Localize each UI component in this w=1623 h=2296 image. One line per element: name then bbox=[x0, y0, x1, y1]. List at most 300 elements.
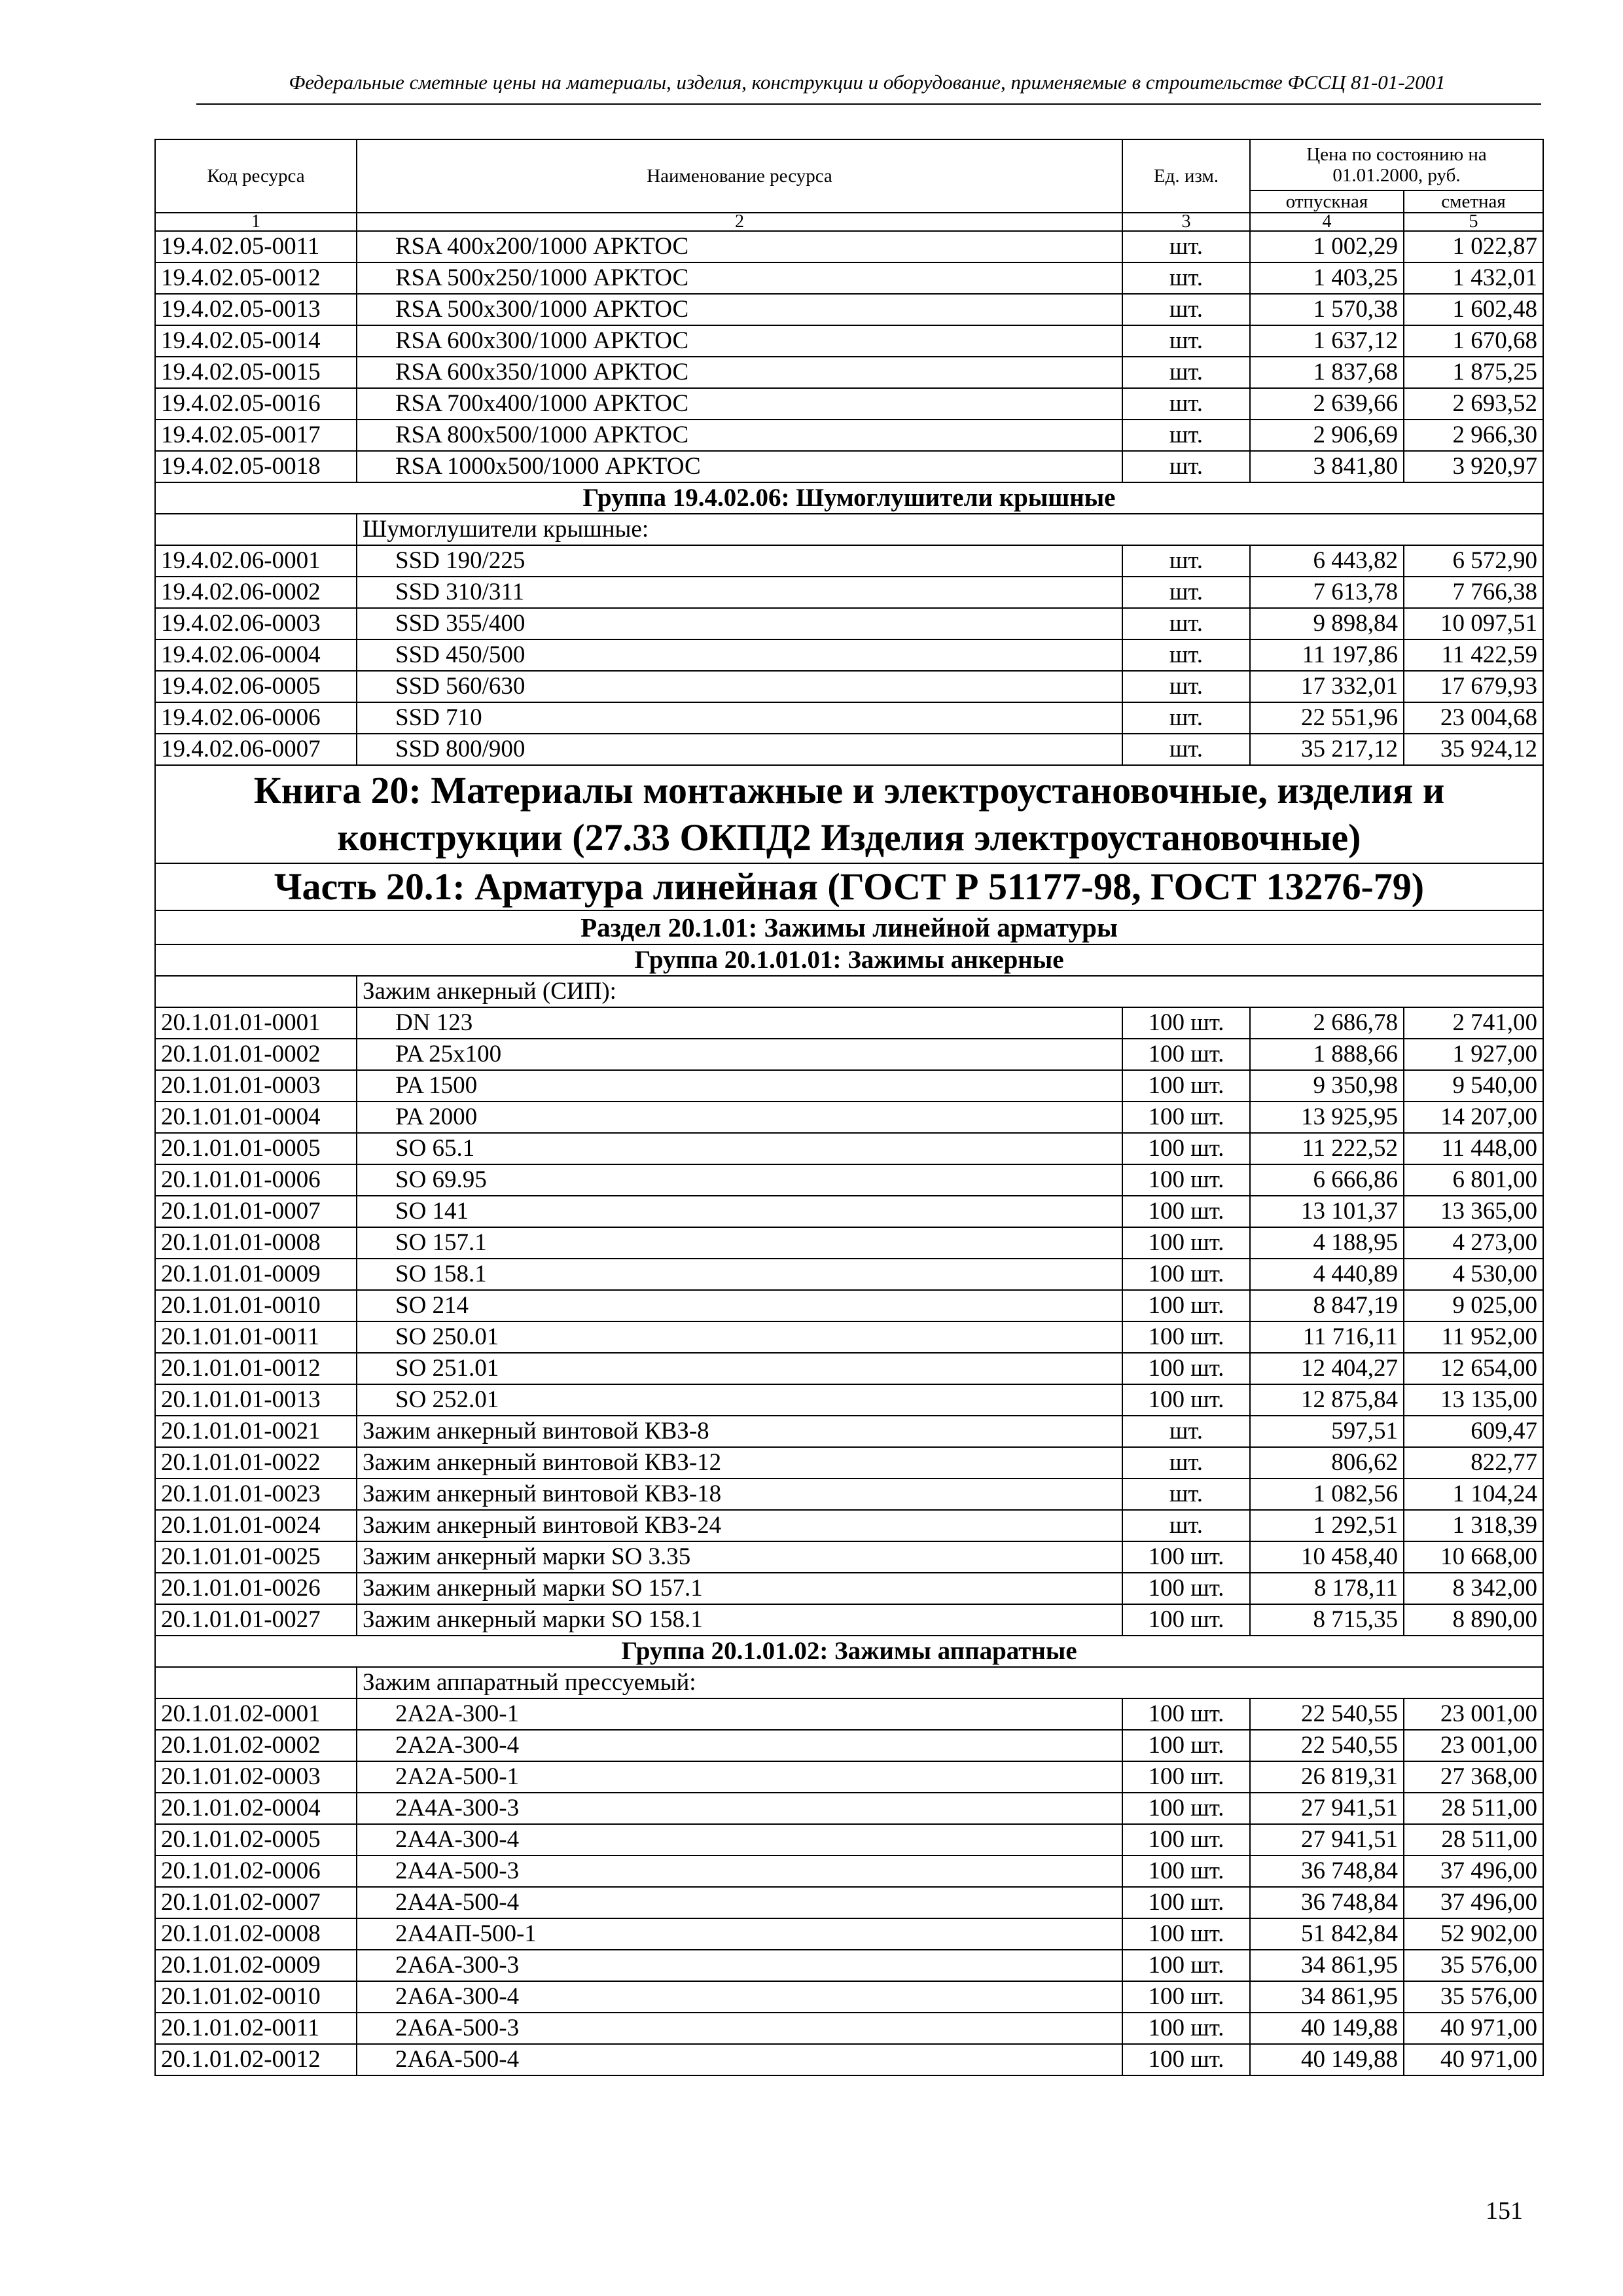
estimate-price: 11 422,59 bbox=[1404, 639, 1543, 671]
estimate-price: 2 966,30 bbox=[1404, 420, 1543, 451]
release-price: 1 888,66 bbox=[1250, 1039, 1404, 1070]
estimate-price: 8 342,00 bbox=[1404, 1573, 1543, 1604]
table-row bbox=[155, 1510, 1543, 1541]
price-table bbox=[154, 139, 1544, 2076]
release-price: 11 716,11 bbox=[1250, 1321, 1404, 1353]
resource-code: 19.4.02.06-0001 bbox=[155, 545, 357, 577]
resource-unit: 100 шт. bbox=[1122, 1353, 1250, 1384]
resource-name: SSD 450/500 bbox=[357, 639, 1122, 671]
group-heading: Группа 20.1.01.01: Зажимы анкерные bbox=[155, 944, 1543, 976]
estimate-price: 4 530,00 bbox=[1404, 1259, 1543, 1290]
resource-unit: шт. bbox=[1122, 294, 1250, 325]
resource-name: Зажим анкерный винтовой КВЗ-12 bbox=[357, 1447, 1122, 1479]
resource-code: 19.4.02.05-0013 bbox=[155, 294, 357, 325]
resource-code: 20.1.01.01-0006 bbox=[155, 1164, 357, 1196]
resource-name: PA 2000 bbox=[357, 1102, 1122, 1133]
estimate-price: 822,77 bbox=[1404, 1447, 1543, 1479]
resource-unit: 100 шт. bbox=[1122, 1918, 1250, 1950]
release-price: 13 101,37 bbox=[1250, 1196, 1404, 1227]
group-heading: Группа 19.4.02.06: Шумоглушители крышные bbox=[155, 482, 1543, 514]
table-row bbox=[155, 325, 1543, 357]
resource-unit: 100 шт. bbox=[1122, 2013, 1250, 2044]
resource-name: SSD 355/400 bbox=[357, 608, 1122, 639]
resource-name: 2А2А-300-4 bbox=[357, 1730, 1122, 1761]
estimate-price: 35 924,12 bbox=[1404, 734, 1543, 765]
resource-name: 2А4А-500-4 bbox=[357, 1887, 1122, 1918]
resource-name: SO 251.01 bbox=[357, 1353, 1122, 1384]
resource-code: 20.1.01.01-0022 bbox=[155, 1447, 357, 1479]
resource-code: 20.1.01.01-0007 bbox=[155, 1196, 357, 1227]
column-number: 5 bbox=[1404, 213, 1543, 231]
resource-code: 19.4.02.06-0007 bbox=[155, 734, 357, 765]
resource-code: 20.1.01.01-0024 bbox=[155, 1510, 357, 1541]
resource-unit: шт. bbox=[1122, 388, 1250, 420]
resource-name: 2А6А-500-3 bbox=[357, 2013, 1122, 2044]
resource-code: 19.4.02.05-0015 bbox=[155, 357, 357, 388]
table-row bbox=[155, 1070, 1543, 1102]
estimate-price: 35 576,00 bbox=[1404, 1981, 1543, 2013]
resource-code: 19.4.02.06-0005 bbox=[155, 671, 357, 702]
resource-name: 2А2А-300-1 bbox=[357, 1698, 1122, 1730]
resource-name: DN 123 bbox=[357, 1007, 1122, 1039]
release-price: 13 925,95 bbox=[1250, 1102, 1404, 1133]
resource-name: SO 141 bbox=[357, 1196, 1122, 1227]
column-header-code: Код ресурса bbox=[155, 139, 357, 213]
resource-code: 20.1.01.02-0012 bbox=[155, 2044, 357, 2075]
part-heading: Часть 20.1: Арматура линейная (ГОСТ Р 51177-98, ГОСТ 13276-79) bbox=[155, 863, 1543, 910]
release-price: 4 188,95 bbox=[1250, 1227, 1404, 1259]
estimate-price: 17 679,93 bbox=[1404, 671, 1543, 702]
estimate-price: 609,47 bbox=[1404, 1416, 1543, 1447]
table-row bbox=[155, 1102, 1543, 1133]
resource-unit: шт. bbox=[1122, 451, 1250, 482]
release-price: 1 570,38 bbox=[1250, 294, 1404, 325]
resource-code: 20.1.01.01-0011 bbox=[155, 1321, 357, 1353]
resource-code: 20.1.01.02-0002 bbox=[155, 1730, 357, 1761]
resource-name: Зажим анкерный марки SO 3.35 bbox=[357, 1541, 1122, 1573]
resource-code: 20.1.01.02-0001 bbox=[155, 1698, 357, 1730]
release-price: 36 748,84 bbox=[1250, 1887, 1404, 1918]
table-row bbox=[155, 1541, 1543, 1573]
resource-name: SO 158.1 bbox=[357, 1259, 1122, 1290]
resource-code: 20.1.01.01-0023 bbox=[155, 1479, 357, 1510]
column-number: 2 bbox=[357, 213, 1122, 231]
resource-code: 20.1.01.02-0005 bbox=[155, 1824, 357, 1856]
table-row bbox=[155, 1730, 1543, 1761]
subheading-row bbox=[155, 1667, 1543, 1698]
resource-name: SO 157.1 bbox=[357, 1227, 1122, 1259]
estimate-price: 52 902,00 bbox=[1404, 1918, 1543, 1950]
release-price: 2 906,69 bbox=[1250, 420, 1404, 451]
table-row bbox=[155, 262, 1543, 294]
resource-unit: 100 шт. bbox=[1122, 1321, 1250, 1353]
estimate-price: 35 576,00 bbox=[1404, 1950, 1543, 1981]
estimate-price: 4 273,00 bbox=[1404, 1227, 1543, 1259]
table-row bbox=[155, 1950, 1543, 1981]
section-heading-row bbox=[155, 910, 1543, 944]
resource-unit: 100 шт. bbox=[1122, 1856, 1250, 1887]
release-price: 10 458,40 bbox=[1250, 1541, 1404, 1573]
release-price: 12 875,84 bbox=[1250, 1384, 1404, 1416]
release-price: 35 217,12 bbox=[1250, 734, 1404, 765]
subheading-label: Зажим анкерный (СИП): bbox=[357, 976, 1543, 1007]
release-price: 1 637,12 bbox=[1250, 325, 1404, 357]
estimate-price: 1 670,68 bbox=[1404, 325, 1543, 357]
resource-unit: шт. bbox=[1122, 1447, 1250, 1479]
table-row bbox=[155, 294, 1543, 325]
estimate-price: 11 448,00 bbox=[1404, 1133, 1543, 1164]
table-row bbox=[155, 1447, 1543, 1479]
release-price: 1 082,56 bbox=[1250, 1479, 1404, 1510]
estimate-price: 10 097,51 bbox=[1404, 608, 1543, 639]
estimate-price: 1 104,24 bbox=[1404, 1479, 1543, 1510]
release-price: 34 861,95 bbox=[1250, 1981, 1404, 2013]
running-header: Федеральные сметные цены на материалы, изделия, конструкции и оборудование, применяемые в строительстве ФССЦ 81-01-2001 bbox=[289, 71, 1446, 94]
resource-unit: шт. bbox=[1122, 608, 1250, 639]
resource-unit: 100 шт. bbox=[1122, 1981, 1250, 2013]
resource-name: RSA 500x250/1000 АРКТОС bbox=[357, 262, 1122, 294]
table-row bbox=[155, 639, 1543, 671]
release-price: 1 002,29 bbox=[1250, 231, 1404, 262]
resource-code: 20.1.01.01-0025 bbox=[155, 1541, 357, 1573]
resource-name: Зажим анкерный марки SO 157.1 bbox=[357, 1573, 1122, 1604]
resource-name: SO 252.01 bbox=[357, 1384, 1122, 1416]
resource-name: Зажим анкерный винтовой КВЗ-18 bbox=[357, 1479, 1122, 1510]
resource-name: 2А6А-300-4 bbox=[357, 1981, 1122, 2013]
table-row bbox=[155, 2013, 1543, 2044]
resource-code: 19.4.02.05-0011 bbox=[155, 231, 357, 262]
resource-unit: 100 шт. bbox=[1122, 1102, 1250, 1133]
release-price: 12 404,27 bbox=[1250, 1353, 1404, 1384]
table-row bbox=[155, 1353, 1543, 1384]
release-price: 27 941,51 bbox=[1250, 1824, 1404, 1856]
resource-name: 2А4А-500-3 bbox=[357, 1856, 1122, 1887]
resource-name: SO 214 bbox=[357, 1290, 1122, 1321]
release-price: 51 842,84 bbox=[1250, 1918, 1404, 1950]
resource-code: 20.1.01.01-0012 bbox=[155, 1353, 357, 1384]
resource-code: 20.1.01.01-0009 bbox=[155, 1259, 357, 1290]
release-price: 17 332,01 bbox=[1250, 671, 1404, 702]
resource-unit: 100 шт. bbox=[1122, 1259, 1250, 1290]
table-row bbox=[155, 1761, 1543, 1793]
resource-unit: 100 шт. bbox=[1122, 1950, 1250, 1981]
resource-unit: шт. bbox=[1122, 545, 1250, 577]
table-row bbox=[155, 1793, 1543, 1824]
table-row bbox=[155, 1918, 1543, 1950]
estimate-price: 13 135,00 bbox=[1404, 1384, 1543, 1416]
release-price: 4 440,89 bbox=[1250, 1259, 1404, 1290]
resource-unit: 100 шт. bbox=[1122, 1070, 1250, 1102]
column-header-price bbox=[1250, 139, 1543, 190]
book-heading: Книга 20: Материалы монтажные и электроустановочные, изделия и конструкции (27.33 ОКПД2 Изделия электроустановочные) bbox=[155, 765, 1543, 863]
resource-unit: 100 шт. bbox=[1122, 1541, 1250, 1573]
release-price: 34 861,95 bbox=[1250, 1950, 1404, 1981]
release-price: 22 540,55 bbox=[1250, 1730, 1404, 1761]
estimate-price: 40 971,00 bbox=[1404, 2013, 1543, 2044]
release-price: 40 149,88 bbox=[1250, 2044, 1404, 2075]
resource-unit: шт. bbox=[1122, 1510, 1250, 1541]
estimate-price: 1 602,48 bbox=[1404, 294, 1543, 325]
resource-unit: 100 шт. bbox=[1122, 1290, 1250, 1321]
release-price: 8 715,35 bbox=[1250, 1604, 1404, 1636]
subheading-row bbox=[155, 514, 1543, 545]
header-divider bbox=[196, 103, 1541, 105]
resource-name: Зажим анкерный винтовой КВЗ-8 bbox=[357, 1416, 1122, 1447]
estimate-price: 1 022,87 bbox=[1404, 231, 1543, 262]
estimate-price: 40 971,00 bbox=[1404, 2044, 1543, 2075]
estimate-price: 1 318,39 bbox=[1404, 1510, 1543, 1541]
resource-code: 20.1.01.02-0006 bbox=[155, 1856, 357, 1887]
table-row bbox=[155, 1007, 1543, 1039]
estimate-price: 3 920,97 bbox=[1404, 451, 1543, 482]
resource-unit: шт. bbox=[1122, 357, 1250, 388]
table-row bbox=[155, 1698, 1543, 1730]
column-header-estimate-price: сметная bbox=[1404, 190, 1543, 213]
release-price: 11 222,52 bbox=[1250, 1133, 1404, 1164]
estimate-price: 37 496,00 bbox=[1404, 1856, 1543, 1887]
table-row bbox=[155, 577, 1543, 608]
table-row bbox=[155, 451, 1543, 482]
release-price: 806,62 bbox=[1250, 1447, 1404, 1479]
resource-code: 20.1.01.01-0027 bbox=[155, 1604, 357, 1636]
release-price: 22 540,55 bbox=[1250, 1698, 1404, 1730]
table-row bbox=[155, 1196, 1543, 1227]
release-price: 8 847,19 bbox=[1250, 1290, 1404, 1321]
resource-code: 20.1.01.02-0004 bbox=[155, 1793, 357, 1824]
estimate-price: 2 741,00 bbox=[1404, 1007, 1543, 1039]
section-heading: Раздел 20.1.01: Зажимы линейной арматуры bbox=[155, 910, 1543, 944]
estimate-price: 1 927,00 bbox=[1404, 1039, 1543, 1070]
resource-code: 20.1.01.01-0021 bbox=[155, 1416, 357, 1447]
resource-name: SSD 800/900 bbox=[357, 734, 1122, 765]
resource-name: RSA 600x300/1000 АРКТОС bbox=[357, 325, 1122, 357]
resource-name: SSD 560/630 bbox=[357, 671, 1122, 702]
resource-code: 20.1.01.01-0001 bbox=[155, 1007, 357, 1039]
empty-cell bbox=[155, 976, 357, 1007]
resource-name: RSA 800x500/1000 АРКТОС bbox=[357, 420, 1122, 451]
group-heading-row bbox=[155, 1636, 1543, 1667]
release-price: 26 819,31 bbox=[1250, 1761, 1404, 1793]
resource-unit: 100 шт. bbox=[1122, 1887, 1250, 1918]
estimate-price: 1 432,01 bbox=[1404, 262, 1543, 294]
resource-code: 20.1.01.02-0011 bbox=[155, 2013, 357, 2044]
resource-code: 20.1.01.01-0008 bbox=[155, 1227, 357, 1259]
resource-unit: шт. bbox=[1122, 671, 1250, 702]
resource-code: 20.1.01.02-0007 bbox=[155, 1887, 357, 1918]
column-number: 3 bbox=[1122, 213, 1250, 231]
release-price: 9 898,84 bbox=[1250, 608, 1404, 639]
resource-unit: 100 шт. bbox=[1122, 1007, 1250, 1039]
estimate-price: 9 540,00 bbox=[1404, 1070, 1543, 1102]
resource-unit: 100 шт. bbox=[1122, 2044, 1250, 2075]
resource-code: 19.4.02.05-0016 bbox=[155, 388, 357, 420]
resource-name: SO 69.95 bbox=[357, 1164, 1122, 1196]
resource-name: Зажим анкерный винтовой КВЗ-24 bbox=[357, 1510, 1122, 1541]
resource-unit: шт. bbox=[1122, 639, 1250, 671]
release-price: 1 403,25 bbox=[1250, 262, 1404, 294]
resource-unit: 100 шт. bbox=[1122, 1164, 1250, 1196]
estimate-price: 7 766,38 bbox=[1404, 577, 1543, 608]
resource-code: 20.1.01.01-0004 bbox=[155, 1102, 357, 1133]
resource-unit: шт. bbox=[1122, 702, 1250, 734]
table-row bbox=[155, 1887, 1543, 1918]
resource-unit: 100 шт. bbox=[1122, 1573, 1250, 1604]
table-row bbox=[155, 671, 1543, 702]
table-row bbox=[155, 1259, 1543, 1290]
resource-code: 20.1.01.02-0009 bbox=[155, 1950, 357, 1981]
resource-code: 20.1.01.01-0005 bbox=[155, 1133, 357, 1164]
table-row bbox=[155, 734, 1543, 765]
resource-unit: 100 шт. bbox=[1122, 1730, 1250, 1761]
release-price: 597,51 bbox=[1250, 1416, 1404, 1447]
estimate-price: 23 001,00 bbox=[1404, 1730, 1543, 1761]
estimate-price: 10 668,00 bbox=[1404, 1541, 1543, 1573]
table-row bbox=[155, 1321, 1543, 1353]
release-price: 6 666,86 bbox=[1250, 1164, 1404, 1196]
resource-code: 19.4.02.05-0014 bbox=[155, 325, 357, 357]
resource-name: 2А4АП-500-1 bbox=[357, 1918, 1122, 1950]
subheading-label: Зажим аппаратный прессуемый: bbox=[357, 1667, 1543, 1698]
resource-unit: шт. bbox=[1122, 262, 1250, 294]
resource-name: SSD 190/225 bbox=[357, 545, 1122, 577]
resource-unit: 100 шт. bbox=[1122, 1039, 1250, 1070]
resource-unit: 100 шт. bbox=[1122, 1604, 1250, 1636]
empty-cell bbox=[155, 1667, 357, 1698]
estimate-price: 23 001,00 bbox=[1404, 1698, 1543, 1730]
resource-code: 19.4.02.06-0006 bbox=[155, 702, 357, 734]
release-price: 2 639,66 bbox=[1250, 388, 1404, 420]
release-price: 22 551,96 bbox=[1250, 702, 1404, 734]
resource-name: SO 250.01 bbox=[357, 1321, 1122, 1353]
subheading-label: Шумоглушители крышные: bbox=[357, 514, 1543, 545]
resource-unit: 100 шт. bbox=[1122, 1196, 1250, 1227]
resource-unit: шт. bbox=[1122, 734, 1250, 765]
group-heading: Группа 20.1.01.02: Зажимы аппаратные bbox=[155, 1636, 1543, 1667]
resource-code: 20.1.01.01-0003 bbox=[155, 1070, 357, 1102]
column-number: 4 bbox=[1250, 213, 1404, 231]
release-price: 2 686,78 bbox=[1250, 1007, 1404, 1039]
column-number: 1 bbox=[155, 213, 357, 231]
resource-unit: шт. bbox=[1122, 577, 1250, 608]
resource-name: RSA 500x300/1000 АРКТОС bbox=[357, 294, 1122, 325]
group-heading-row bbox=[155, 944, 1543, 976]
release-price: 1 292,51 bbox=[1250, 1510, 1404, 1541]
resource-code: 20.1.01.01-0026 bbox=[155, 1573, 357, 1604]
estimate-price: 37 496,00 bbox=[1404, 1887, 1543, 1918]
resource-name: PA 25x100 bbox=[357, 1039, 1122, 1070]
table-row bbox=[155, 231, 1543, 262]
table-row bbox=[155, 1227, 1543, 1259]
resource-name: 2А4А-300-4 bbox=[357, 1824, 1122, 1856]
table-row bbox=[155, 1981, 1543, 2013]
release-price: 9 350,98 bbox=[1250, 1070, 1404, 1102]
resource-unit: 100 шт. bbox=[1122, 1698, 1250, 1730]
resource-code: 19.4.02.05-0018 bbox=[155, 451, 357, 482]
resource-code: 19.4.02.06-0004 bbox=[155, 639, 357, 671]
resource-name: SSD 310/311 bbox=[357, 577, 1122, 608]
resource-code: 19.4.02.05-0017 bbox=[155, 420, 357, 451]
resource-name: RSA 700x400/1000 АРКТОС bbox=[357, 388, 1122, 420]
resource-name: 2А6А-500-4 bbox=[357, 2044, 1122, 2075]
resource-name: 2А4А-300-3 bbox=[357, 1793, 1122, 1824]
table-row bbox=[155, 545, 1543, 577]
resource-unit: шт. bbox=[1122, 231, 1250, 262]
release-price: 27 941,51 bbox=[1250, 1793, 1404, 1824]
resource-name: 2А6А-300-3 bbox=[357, 1950, 1122, 1981]
resource-code: 19.4.02.06-0003 bbox=[155, 608, 357, 639]
resource-name: Зажим анкерный марки SO 158.1 bbox=[357, 1604, 1122, 1636]
table-row bbox=[155, 1384, 1543, 1416]
resource-unit: шт. bbox=[1122, 1416, 1250, 1447]
resource-unit: 100 шт. bbox=[1122, 1384, 1250, 1416]
subheading-row bbox=[155, 976, 1543, 1007]
resource-code: 20.1.01.02-0010 bbox=[155, 1981, 357, 2013]
table-row bbox=[155, 1164, 1543, 1196]
empty-cell bbox=[155, 514, 357, 545]
resource-code: 20.1.01.02-0003 bbox=[155, 1761, 357, 1793]
release-price: 6 443,82 bbox=[1250, 545, 1404, 577]
release-price: 7 613,78 bbox=[1250, 577, 1404, 608]
release-price: 36 748,84 bbox=[1250, 1856, 1404, 1887]
resource-name: PA 1500 bbox=[357, 1070, 1122, 1102]
estimate-price: 28 511,00 bbox=[1404, 1824, 1543, 1856]
estimate-price: 13 365,00 bbox=[1404, 1196, 1543, 1227]
table-row bbox=[155, 2044, 1543, 2075]
book-heading-row bbox=[155, 765, 1543, 863]
resource-unit: 100 шт. bbox=[1122, 1824, 1250, 1856]
resource-name: RSA 600x350/1000 АРКТОС bbox=[357, 357, 1122, 388]
resource-code: 20.1.01.01-0002 bbox=[155, 1039, 357, 1070]
table-row bbox=[155, 1856, 1543, 1887]
estimate-price: 6 572,90 bbox=[1404, 545, 1543, 577]
release-price: 11 197,86 bbox=[1250, 639, 1404, 671]
release-price: 8 178,11 bbox=[1250, 1573, 1404, 1604]
part-heading-row bbox=[155, 863, 1543, 910]
table-row bbox=[155, 608, 1543, 639]
table-row bbox=[155, 1479, 1543, 1510]
table-row bbox=[155, 1133, 1543, 1164]
estimate-price: 12 654,00 bbox=[1404, 1353, 1543, 1384]
release-price: 40 149,88 bbox=[1250, 2013, 1404, 2044]
resource-code: 19.4.02.06-0002 bbox=[155, 577, 357, 608]
resource-code: 19.4.02.05-0012 bbox=[155, 262, 357, 294]
estimate-price: 11 952,00 bbox=[1404, 1321, 1543, 1353]
resource-name: RSA 1000x500/1000 АРКТОС bbox=[357, 451, 1122, 482]
column-header-release-price: отпускная bbox=[1250, 190, 1404, 213]
resource-unit: шт. bbox=[1122, 325, 1250, 357]
table-row bbox=[155, 1039, 1543, 1070]
estimate-price: 6 801,00 bbox=[1404, 1164, 1543, 1196]
column-header-name: Наименование ресурса bbox=[357, 139, 1122, 213]
resource-unit: шт. bbox=[1122, 1479, 1250, 1510]
table-row bbox=[155, 1604, 1543, 1636]
resource-name: 2А2А-500-1 bbox=[357, 1761, 1122, 1793]
table-row bbox=[155, 1824, 1543, 1856]
table-row bbox=[155, 420, 1543, 451]
table-row bbox=[155, 1416, 1543, 1447]
page-number: 151 bbox=[1486, 2197, 1523, 2225]
table-row bbox=[155, 357, 1543, 388]
release-price: 3 841,80 bbox=[1250, 451, 1404, 482]
price-header-text: Цена по состоянию на 01.01.2000, руб. bbox=[1306, 144, 1487, 186]
release-price: 1 837,68 bbox=[1250, 357, 1404, 388]
resource-code: 20.1.01.02-0008 bbox=[155, 1918, 357, 1950]
estimate-price: 1 875,25 bbox=[1404, 357, 1543, 388]
table-row bbox=[155, 702, 1543, 734]
estimate-price: 28 511,00 bbox=[1404, 1793, 1543, 1824]
resource-unit: 100 шт. bbox=[1122, 1761, 1250, 1793]
resource-name: RSA 400x200/1000 АРКТОС bbox=[357, 231, 1122, 262]
